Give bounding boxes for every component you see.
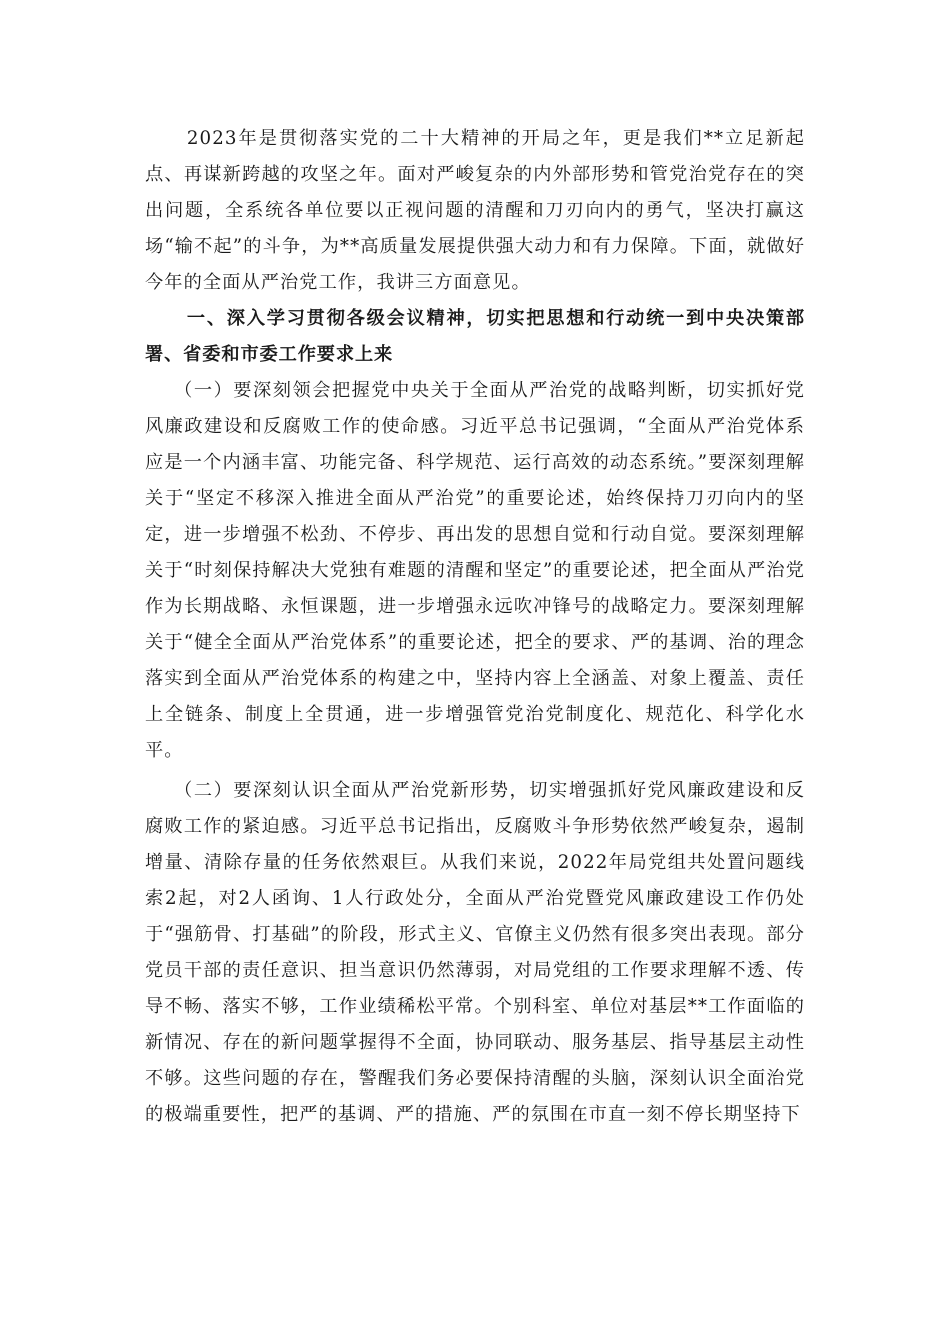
- subsection-paragraph-2: （二）要深刻认识全面从严治党新形势，切实增强抓好党风廉政建设和反腐败工作的紧迫感。习近平总书记指出，反腐败斗争形势依然严峻复杂，遏制增量、清除存量的任务依然艰巨。从我们来说，2022年局党组共处置问题线索2起，对2人函询、1人行政处分，全面从严治党暨党风廉政建设工作仍处于“强筋骨、打基础”的阶段，形式主义、官僚主义仍然有很多突出表现。部分党员干部的责任意识、担当意识仍然薄弱，对局党组的工作要求理解不透、传导不畅、落实不够，工作业绩稀松平常。个别科室、单位对基层**工作面临的新情况、存在的新问题掌握得不全面，协同联动、服务基层、指导基层主动性不够。这些问题的存在，警醒我们务必要保持清醒的头脑，深刻认识全面治党的极端重要性，把严的基调、严的措施、严的氛围在市直一刻不停长期坚持下: [145, 780, 805, 1125]
- document-body: [145, 121, 805, 1133]
- intro-paragraph: 2023年是贯彻落实党的二十大精神的开局之年，更是我们**立足新起点、再谋新跨越的攻坚之年。面对严峻复杂的内外部形势和管党治党存在的突出问题，全系统各单位要以正视问题的清醒和刀刃向内的勇气，坚决打赢这场“输不起”的斗争，为**高质量发展提供强大动力和有力保障。下面，就做好今年的全面从严治党工作，我讲三方面意见。: [145, 128, 805, 293]
- section-heading: 一、深入学习贯彻各级会议精神，切实把思想和行动统一到中央决策部署、省委和市委工作要求上来: [145, 308, 805, 365]
- subsection-paragraph-1: （一）要深刻领会把握党中央关于全面从严治党的战略判断，切实抓好党风廉政建设和反腐败工作的使命感。习近平总书记强调，“全面从严治党体系应是一个内涵丰富、功能完备、科学规范、运行高效的动态系统。”要深刻理解关于“坚定不移深入推进全面从严治党”的重要论述，始终保持刀刃向内的坚定，进一步增强不松劲、不停步、再出发的思想自觉和行动自觉。要深刻理解关于“时刻保持解决大党独有难题的清醒和坚定”的重要论述，把全面从严治党作为长期战略、永恒课题，进一步增强永远吹冲锋号的战略定力。要深刻理解关于“健全全面从严治党体系”的重要论述，把全的要求、严的基调、治的理念落实到全面从严治党体系的构建之中，坚持内容上全涵盖、对象上覆盖、责任上全链条、制度上全贯通，进一步增强管党治党制度化、规范化、科学化水平。: [145, 380, 805, 761]
